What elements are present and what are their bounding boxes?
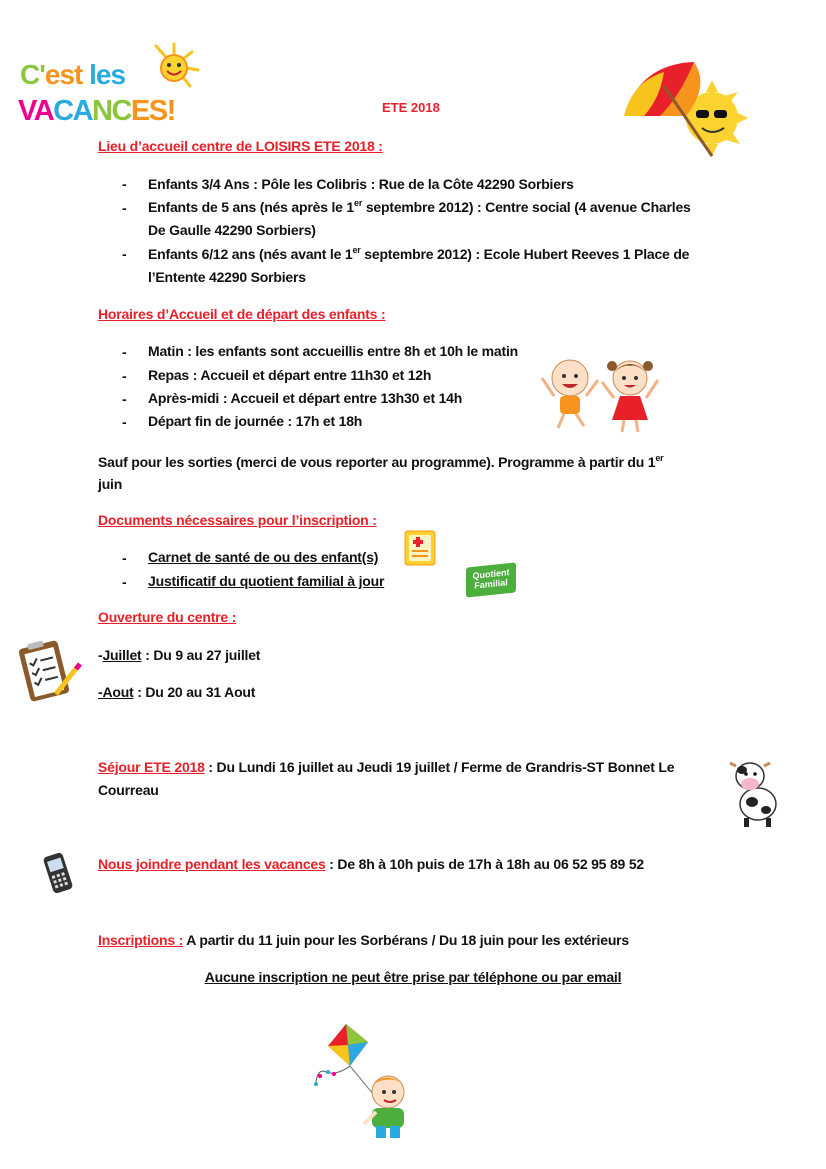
quotient-familial-badge: Quotient Familial <box>466 562 516 597</box>
bullet-dash: - <box>122 200 127 216</box>
documents-item-2: Justificatif du quotient familial à jour <box>148 573 385 589</box>
lieu-item-2: Enfants de 5 ans (nés après le 1er septembre 2012) : Centre social (4 avenue Charles <box>148 198 691 215</box>
inscriptions-line: Inscriptions : A partir du 11 juin pour les Sorbérans / Du 18 juin pour les extérieurs <box>98 932 630 948</box>
horaires-heading: Horaires d’Accueil et de départ des enfants : <box>98 306 386 322</box>
bullet-dash: - <box>122 176 127 192</box>
bullet-dash: - <box>122 368 127 384</box>
lieu-item-3: Enfants 6/12 ans (nés avant le 1er septembre 2012) : Ecole Hubert Reeves 1 Place de <box>148 245 690 262</box>
lieu-item-3-cont: l’Entente 42290 Sorbiers <box>148 269 306 285</box>
documents-item-1: Carnet de santé de ou des enfant(s) <box>148 549 379 565</box>
ouverture-aout: -Aout : Du 20 au 31 Aout <box>98 684 256 700</box>
contact-line: Nous joindre pendant les vacances : De 8h à 10h puis de 17h à 18h au 06 52 95 89 52 <box>98 856 644 872</box>
bullet-dash: - <box>122 391 127 407</box>
bullet-dash: - <box>122 414 127 430</box>
children-icon <box>540 356 662 434</box>
umbrella-sun-image <box>620 56 750 162</box>
umbrella-icon <box>620 56 750 162</box>
ouverture-heading: Ouverture du centre : <box>98 609 237 625</box>
sun-icon <box>14 36 200 136</box>
sejour-line-cont: Courreau <box>98 782 159 798</box>
page-title: ETE 2018 <box>382 100 440 115</box>
lieu-item-1: Enfants 3/4 Ans : Pôle les Colibris : Rue de la Côte 42290 Sorbiers <box>148 176 574 192</box>
horaires-item-1: Matin : les enfants sont accueillis entre 8h et 10h le matin <box>148 343 518 359</box>
cow-icon <box>728 760 786 828</box>
lieu-heading: Lieu d’accueil centre de LOISIRS ETE 2018 : <box>98 138 383 154</box>
horaires-item-2: Repas : Accueil et départ entre 11h30 et 12h <box>148 367 432 383</box>
kite-child-illustration <box>306 1020 416 1140</box>
bullet-dash: - <box>122 550 127 566</box>
bullet-dash: - <box>122 574 127 590</box>
svg-text:VACANCES!: VACANCES! <box>18 95 175 127</box>
horaires-note: Sauf pour les sorties (merci de vous reporter au programme). Programme à partir du 1er <box>98 453 664 470</box>
children-illustration <box>540 356 662 434</box>
mobile-phone-icon <box>40 850 80 894</box>
ouverture-juillet: -Juillet : Du 9 au 27 juillet <box>98 647 261 663</box>
lieu-item-2-cont: De Gaulle 42290 Sorbiers) <box>148 222 316 238</box>
clipboard-icon <box>16 638 82 704</box>
horaires-item-4: Départ fin de journée : 17h et 18h <box>148 413 363 429</box>
bullet-dash: - <box>122 344 127 360</box>
sejour-line: Séjour ETE 2018 : Du Lundi 16 juillet au Jeudi 19 juillet / Ferme de Grandris-ST Bonnet Le <box>98 759 675 775</box>
kite-icon <box>306 1020 416 1140</box>
svg-text:C'est les: C'est les <box>20 59 126 90</box>
health-record-icon <box>402 529 440 567</box>
documents-heading: Documents nécessaires pour l’inscription : <box>98 512 377 528</box>
horaires-item-3: Après-midi : Accueil et départ entre 13h30 et 14h <box>148 390 463 406</box>
inscriptions-notice: Aucune inscription ne peut être prise par téléphone ou par email <box>204 969 622 985</box>
horaires-note-cont: juin <box>98 476 123 492</box>
bullet-dash: - <box>122 246 127 262</box>
vacances-logo <box>14 36 200 136</box>
